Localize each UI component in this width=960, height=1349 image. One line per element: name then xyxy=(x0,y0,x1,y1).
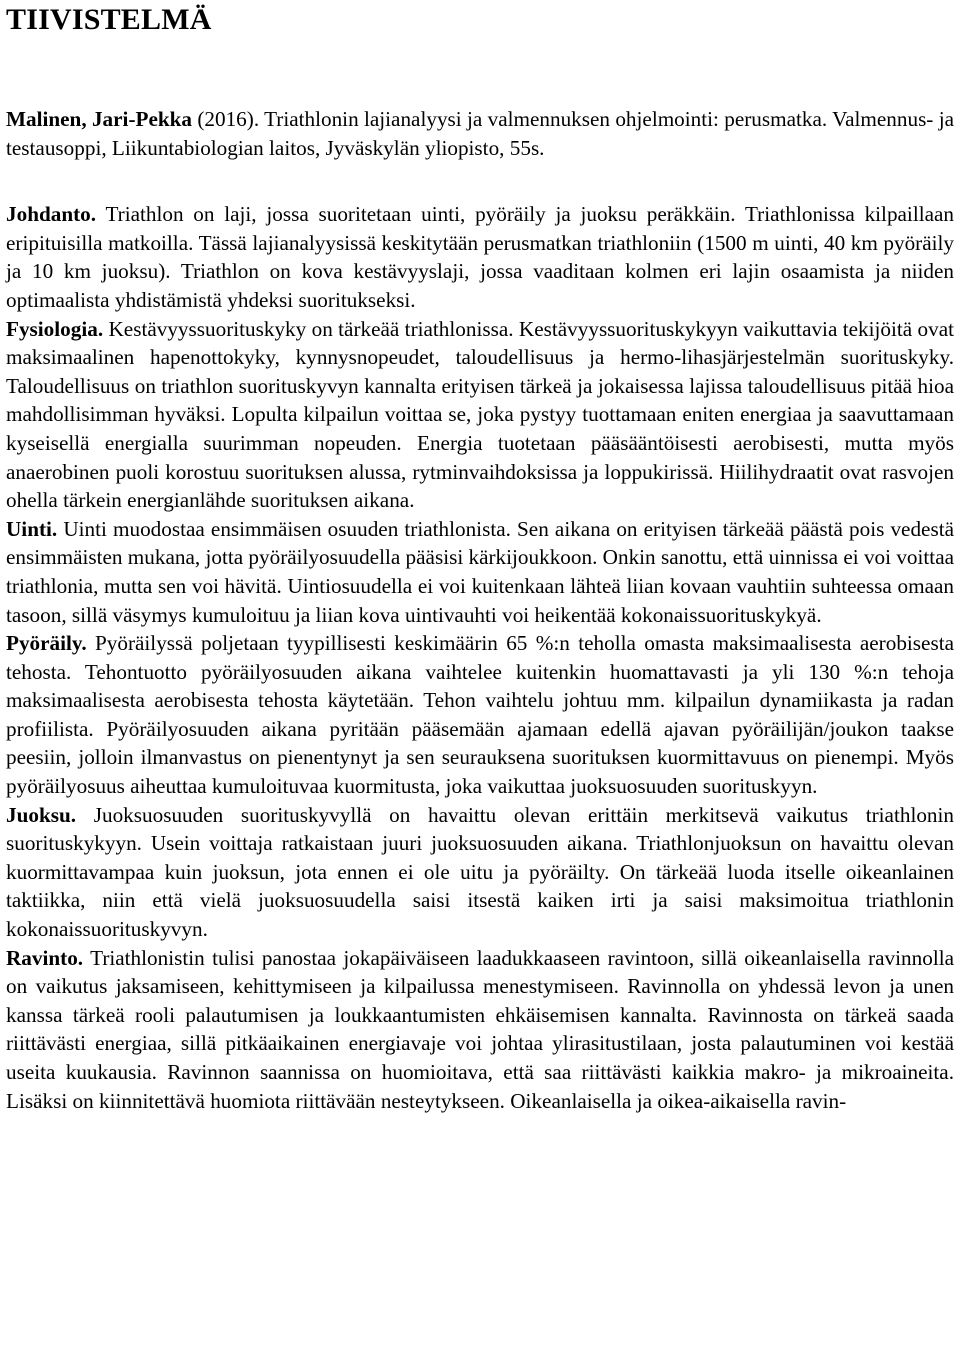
abstract-body xyxy=(6,200,954,1115)
section-heading-uinti: Uinti. xyxy=(6,516,58,541)
section-johdanto xyxy=(6,200,954,314)
section-text-uinti: Uinti muodostaa ensimmäisen osuuden triathlonista. Sen aikana on erityisen tärkeää päästä pois vedestä ensimmäisten mukana, jotta pyöräilyosuudella pääsisi kärkijoukkoon. Onkin sanottu, että uinnissa ei voi voittaa triathlonia, mutta sen voi hävitä. Uintiosuudella ei voi kuitenkaan lähteä liian kovaan vauhtiin suhteessa omaan tasoon, sillä väsymys kumuloituu ja liian kova uintivauhti voi heikentää kokonaissuorituskykyä. xyxy=(6,516,954,627)
section-juoksu xyxy=(6,801,954,944)
section-text-fysiologia: Kestävyyssuorituskyky on tärkeää triathlonissa. Kestävyyssuorituskykyyn vaikuttavia tekijöitä ovat maksimaalinen hapenottokyky, kynnysnopeudet, taloudellisuus ja hermo-lihasjärjestelmän suorituskyky. Taloudellisuus on triathlon suorituskyvyn kannalta erityisen tärkeä ja jokaisessa lajissa taloudellisuus pitää hioa mahdollisimman hyväksi. Lopulta kilpailun voittaa se, joka pystyy tuottamaan eniten energiaa ja saavuttamaan kyseisellä energialla suurimman nopeuden. Energia tuotetaan pääsääntöisesti aerobisesti, mutta myös anaerobinen puoli korostuu suorituksen alussa, rytminvaihdoksissa ja loppukirissä. Hiilihydraatit ovat rasvojen ohella tärkein energianlähde suorituksen aikana. xyxy=(6,316,954,513)
citation-text: (2016). Triathlonin lajianalyysi ja valmennuksen ohjelmointi: perusmatka. Valmennus- ja testausoppi, Liikuntabiologian laitos, Jyväskylän yliopisto, 55s. xyxy=(6,107,954,160)
document-page xyxy=(6,0,954,1115)
section-pyoraily xyxy=(6,629,954,801)
section-heading-fysiologia: Fysiologia. xyxy=(6,316,104,341)
section-ravinto xyxy=(6,944,954,1116)
citation-paragraph xyxy=(6,105,954,162)
section-heading-juoksu: Juoksu. xyxy=(6,802,77,827)
citation-author: Malinen, Jari-Pekka xyxy=(6,107,193,131)
section-fysiologia xyxy=(6,315,954,515)
section-text-pyoraily: Pyöräilyssä poljetaan tyypillisesti keskimäärin 65 %:n teholla omasta maksimaalisesta aerobisesta tehosta. Tehontuotto pyöräilyosuuden aikana vaihtelee kuitenkin huomattavasti ja yli 130 %:n tehoja maksimaalisesta aerobisesta tehosta käytetään. Tehon vaihtelu johtuu mm. kilpailun dynamiikasta ja radan profiilista. Pyöräilyosuuden aikana pyritään pääsemään ajamaan edellä ajavan pyöräilijän/joukon taakse peesiin, jolloin ilmanvastus on pienentynyt ja sen seurauksena suorituksen kuormittavuus on pienempi. Myös pyöräilyosuus aiheuttaa kumuloituvaa kuormitusta, joka vaikuttaa juoksuosuuden suorituskyyn. xyxy=(6,631,954,799)
section-heading-ravinto: Ravinto. xyxy=(6,945,84,970)
page-title: TIIVISTELMÄ xyxy=(6,3,212,36)
section-uinti xyxy=(6,515,954,629)
section-text-johdanto: Triathlon on laji, jossa suoritetaan uinti, pyöräily ja juoksu peräkkäin. Triathlonissa kilpaillaan eripituisilla matkoilla. Tässä lajianalyysissä keskitytään perusmatkan triathloniin (1500 m uinti, 40 km pyöräily ja 10 km juoksu). Triathlon on kova kestävyyslaji, jossa vaaditaan kolmen eri lajin osaamista ja niiden optimaalista yhdistämistä yhdeksi suoritukseksi. xyxy=(6,202,954,312)
section-text-juoksu: Juoksuosuuden suorituskyvyllä on havaittu olevan erittäin merkitsevä vaikutus triathlonin suorituskykyyn. Usein voittaja ratkaistaan juuri juoksuosuuden aikana. Triathlonjuoksun on havaittu olevan kuormittavampaa kuin juoksun, jota ennen ei ole uitu ja pyöräilty. On tärkeää luoda itselle oikeanlainen taktiikka, niin että vielä juoksuosuudella saisi itsestä kaiken irti ja saisi maksimoitua triathlonin kokonaissuorituskyvyn. xyxy=(6,802,954,942)
section-heading-pyoraily: Pyöräily. xyxy=(6,631,87,656)
section-heading-johdanto: Johdanto. xyxy=(6,202,97,227)
section-text-ravinto: Triathlonistin tulisi panostaa jokapäiväiseen laadukkaaseen ravintoon, sillä oikeanlaisella ravinnolla on vaikutus jaksamiseen, kehittymiseen ja kilpailussa menestymiseen. Ravinnolla on yhdessä levon ja unen kanssa tärkeä rooli palautumisen ja loukkaantumisten ehkäisemisen kannalta. Ravinnosta on tärkeä saada riittävästi energiaa, sillä pitkäaikainen energiavaje voi johtaa ylirasitustilaan, josta palautuminen voi kestää useita kuukausia. Ravinnon saannissa on huomioitava, että saa riittävästi kaikkia makro- ja mikroaineita. Lisäksi on kiinnitettävä huomiota riittävään nesteytykseen. Oikeanlaisella ja oikea-aikaisella ravin- xyxy=(6,945,954,1113)
